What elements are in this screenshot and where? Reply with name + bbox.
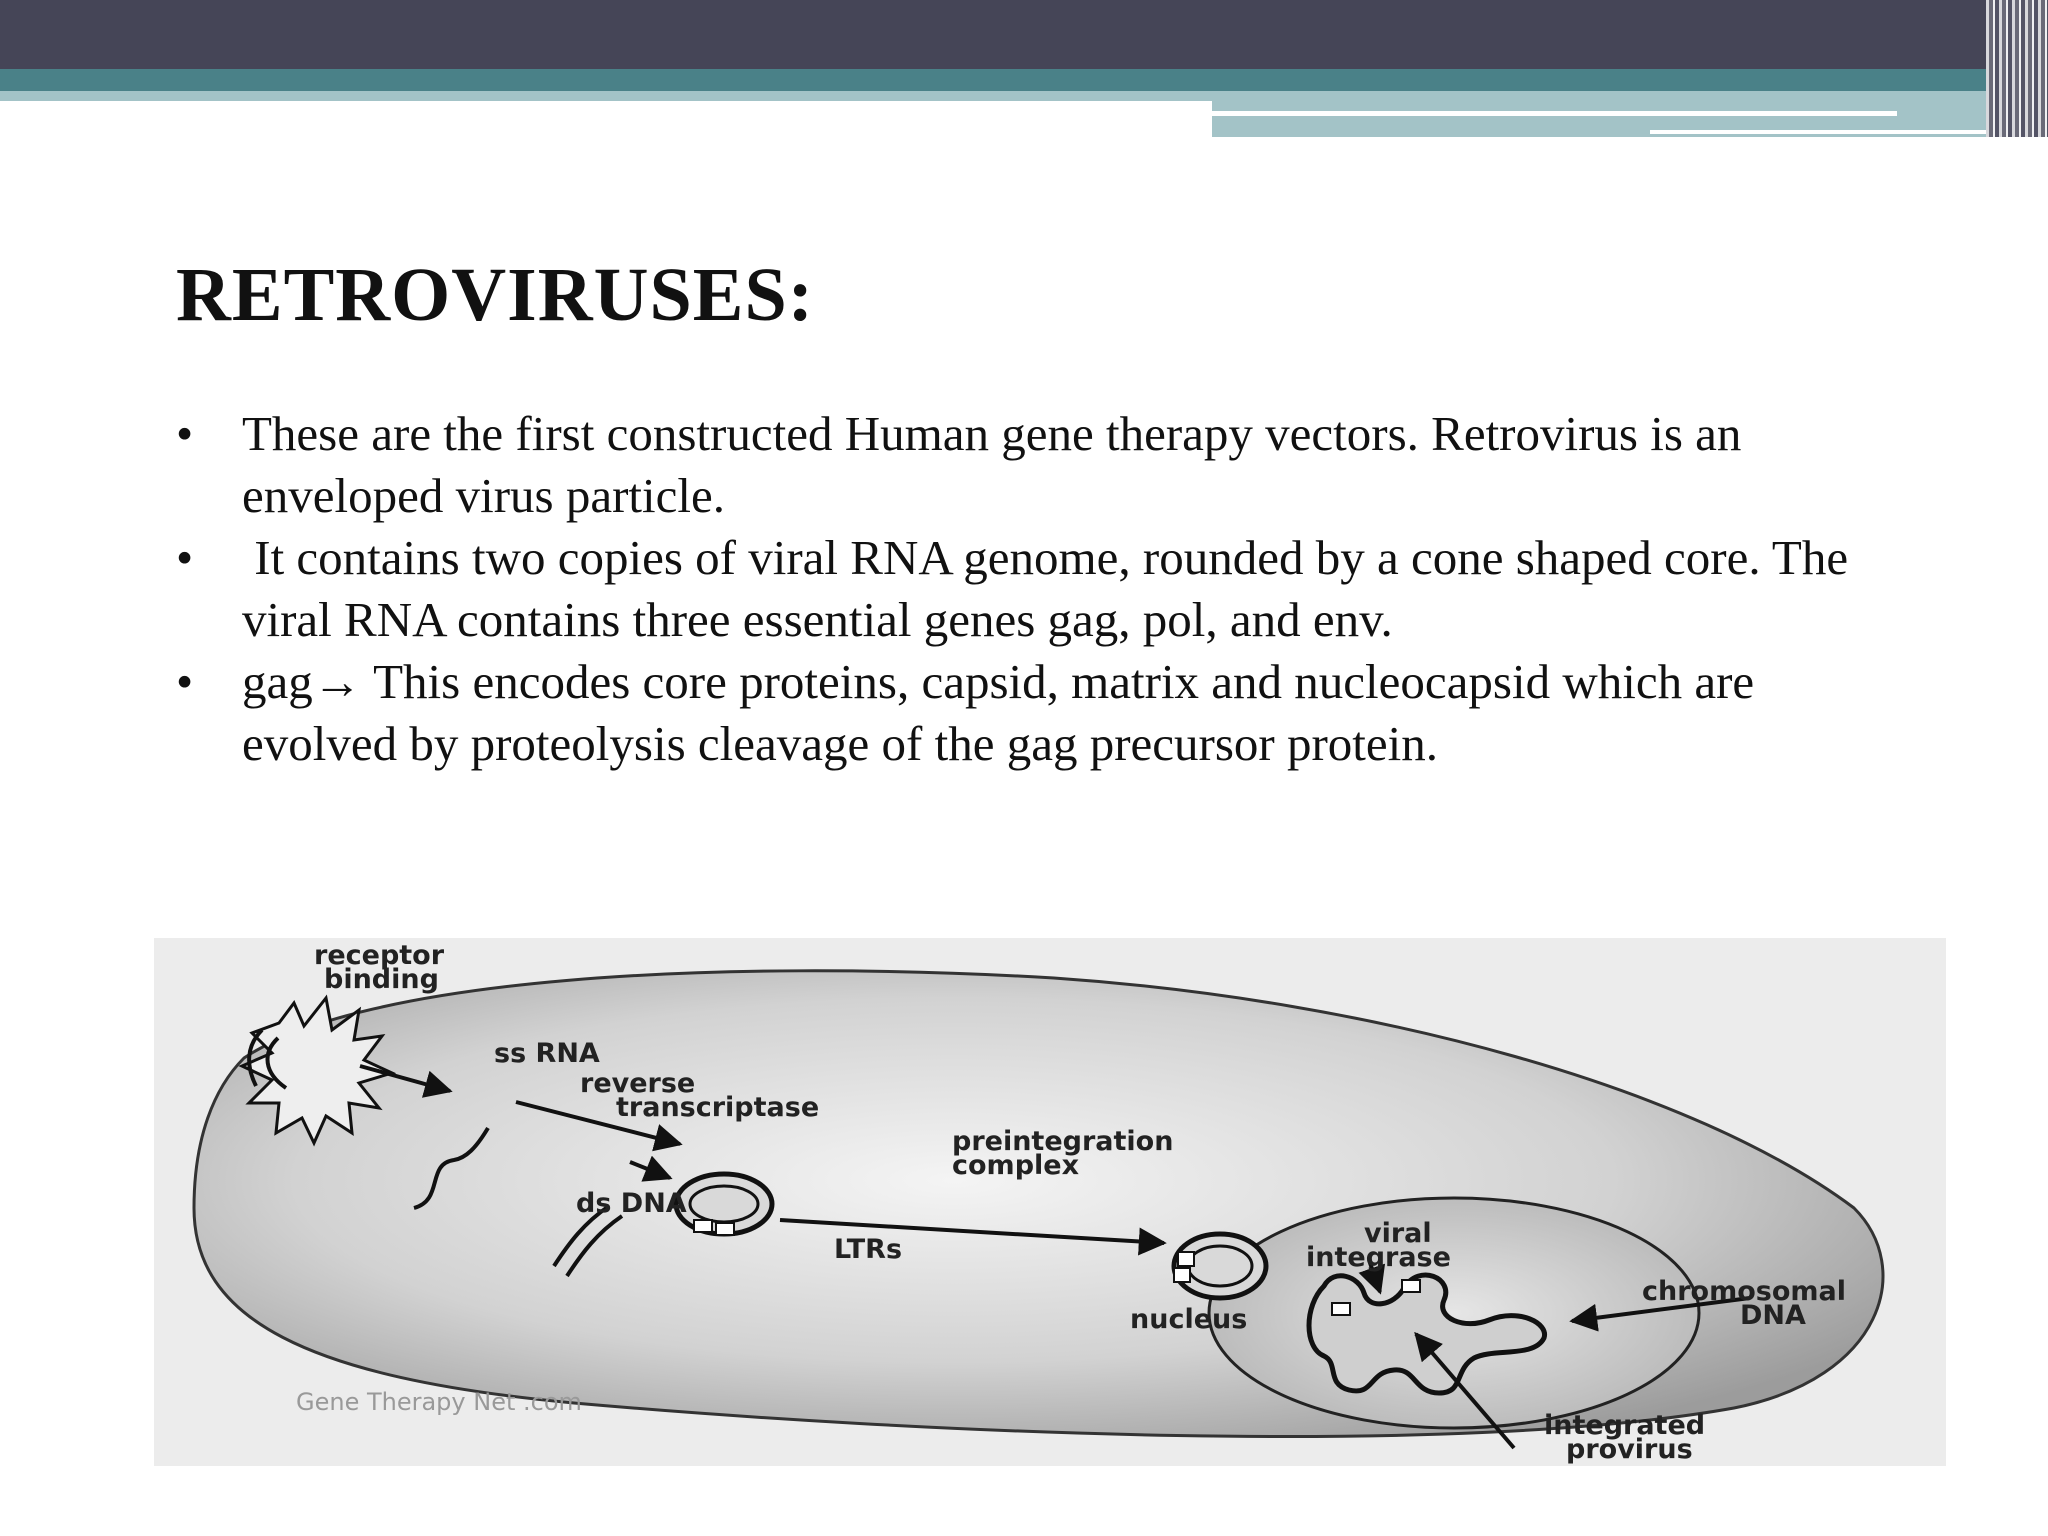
ltr-box-icon: [1174, 1268, 1190, 1282]
label-ds-dna: ds DNA: [576, 1188, 687, 1219]
header-accent-line-short: [1650, 130, 1990, 134]
integrated-ltr-icon: [1332, 1303, 1350, 1315]
bullet-icon: •: [176, 654, 194, 709]
label-viral-integrase: viral: [1364, 1218, 1432, 1249]
bullet-item: [176, 527, 1876, 651]
bullet-list: [176, 403, 1876, 775]
header-teal-band: [0, 69, 2048, 91]
label-nucleus: nucleus: [1130, 1304, 1248, 1335]
bullet-icon: •: [176, 406, 194, 461]
ltr-box-icon: [694, 1220, 712, 1232]
label-viral-integrase: integrase: [1306, 1242, 1451, 1273]
label-reverse-transcriptase: reverse: [580, 1068, 696, 1099]
header-accent-line: [1212, 111, 1897, 116]
ltr-box-icon: [1178, 1252, 1194, 1266]
label-chromosomal-dna: DNA: [1740, 1300, 1806, 1331]
ltr-box-icon: [716, 1223, 734, 1235]
label-integrated-provirus: integrated: [1544, 1410, 1706, 1441]
bullet-item: [176, 651, 1876, 775]
bullet-text: It contains two copies of viral RNA genome, rounded by a cone shaped core. The viral RNA contains three essential genes gag, pol, and env.: [242, 530, 1861, 647]
label-receptor-binding: binding: [324, 964, 439, 995]
integrated-ltr-icon: [1402, 1280, 1420, 1292]
label-ltrs: LTRs: [834, 1234, 903, 1265]
header-edge-stripes: [1986, 0, 2048, 137]
bullet-item: [176, 403, 1876, 527]
bullet-text: gag→ This encodes core proteins, capsid, matrix and nucleocapsid which are evolved by proteolysis cleavage of the gag precursor protein.: [242, 654, 1755, 771]
slide-title: RETROVIRUSES:: [176, 253, 815, 337]
header-dark-bar: [0, 0, 2048, 69]
label-reverse-transcriptase: transcriptase: [616, 1092, 820, 1123]
bullet-text: These are the first constructed Human gene therapy vectors. Retrovirus is an enveloped virus particle.: [242, 406, 1742, 523]
label-ss-rna: ss RNA: [494, 1038, 600, 1069]
label-integrated-provirus: provirus: [1566, 1434, 1693, 1465]
retrovirus-lifecycle-diagram: [154, 938, 1946, 1466]
header-light-strip: [0, 91, 1212, 101]
bullet-icon: •: [176, 530, 194, 585]
label-receptor-binding: receptor: [314, 940, 445, 971]
label-preintegration-complex: complex: [952, 1150, 1079, 1181]
label-preintegration-complex: preintegration: [952, 1126, 1174, 1157]
figure-watermark: Gene Therapy Net .com: [296, 1388, 582, 1416]
label-chromosomal-dna: chromosomal: [1642, 1276, 1847, 1307]
